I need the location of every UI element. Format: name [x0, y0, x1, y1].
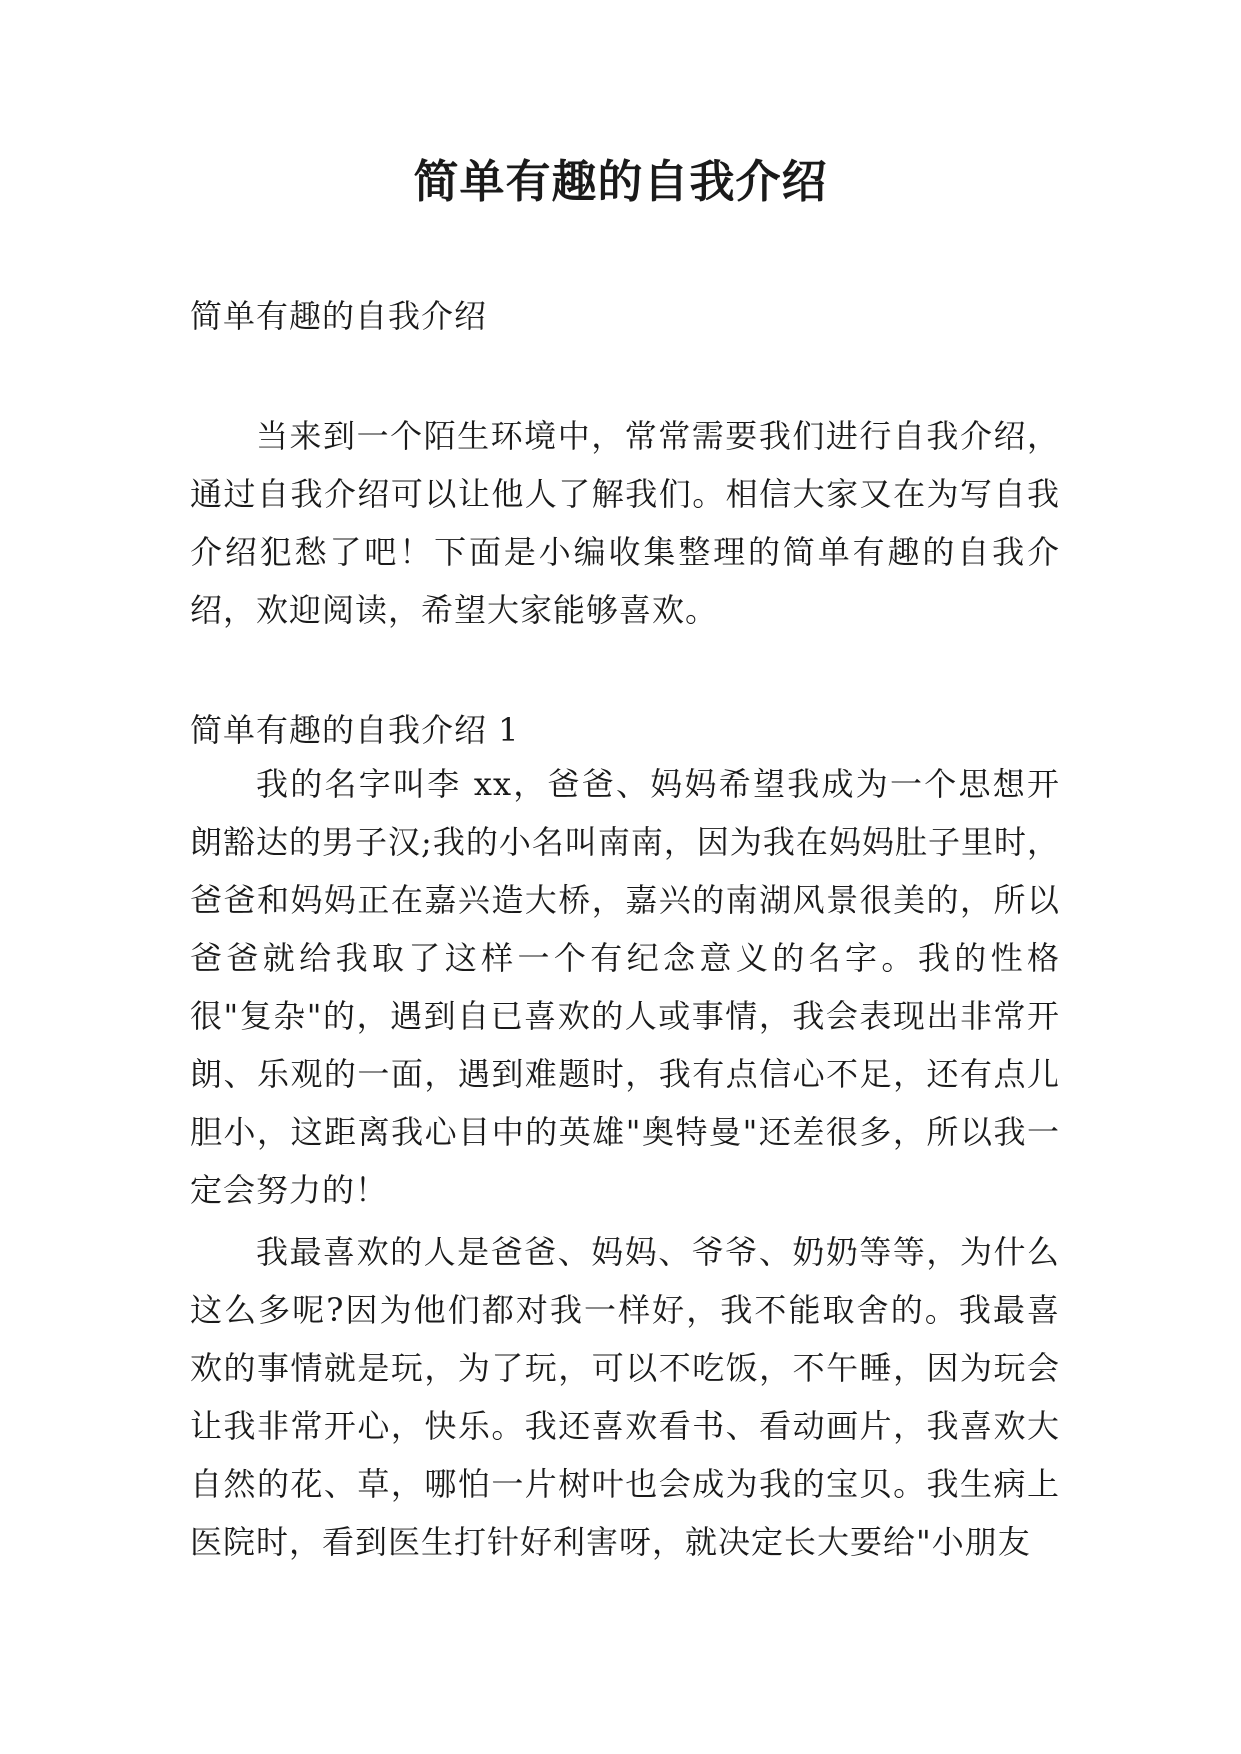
document-subtitle: 简单有趣的自我介绍	[190, 297, 488, 335]
document-title: 简单有趣的自我介绍	[413, 155, 828, 208]
intro-paragraph: 当来到一个陌生环境中，常常需要我们进行自我介绍，通过自我介绍可以让他人了解我们。相信大家又在为写自我介绍犯愁了吧！下面是小编收集整理的简单有趣的自我介绍，欢迎阅读，希望大家能够喜欢。	[190, 417, 1060, 629]
section-heading: 简单有趣的自我介绍 1	[190, 711, 520, 749]
body-paragraph: 我最喜欢的人是爸爸、妈妈、爷爷、奶奶等等，为什么这么多呢?因为他们都对我一样好，我不能取舍的。我最喜欢的事情就是玩，为了玩，可以不吃饭，不午睡，因为玩会让我非常开心，快乐。我还喜欢看书、看动画片，我喜欢大自然的花、草，哪怕一片树叶也会成为我的宝贝。我生病上医院时，看到医生打针好利害呀，就决定长大要给"小朋友	[190, 1233, 1060, 1561]
body-paragraph: 我的名字叫李 xx，爸爸、妈妈希望我成为一个思想开朗豁达的男子汉;我的小名叫南南，因为我在妈妈肚子里时，爸爸和妈妈正在嘉兴造大桥，嘉兴的南湖风景很美的，所以爸爸就给我取了这样一个有纪念意义的名字。我的性格很"复杂"的，遇到自已喜欢的人或事情，我会表现出非常开朗、乐观的一面，遇到难题时，我有点信心不足，还有点儿胆小，这距离我心目中的英雄"奥特曼"还差很多，所以我一定会努力的！	[190, 765, 1060, 1209]
